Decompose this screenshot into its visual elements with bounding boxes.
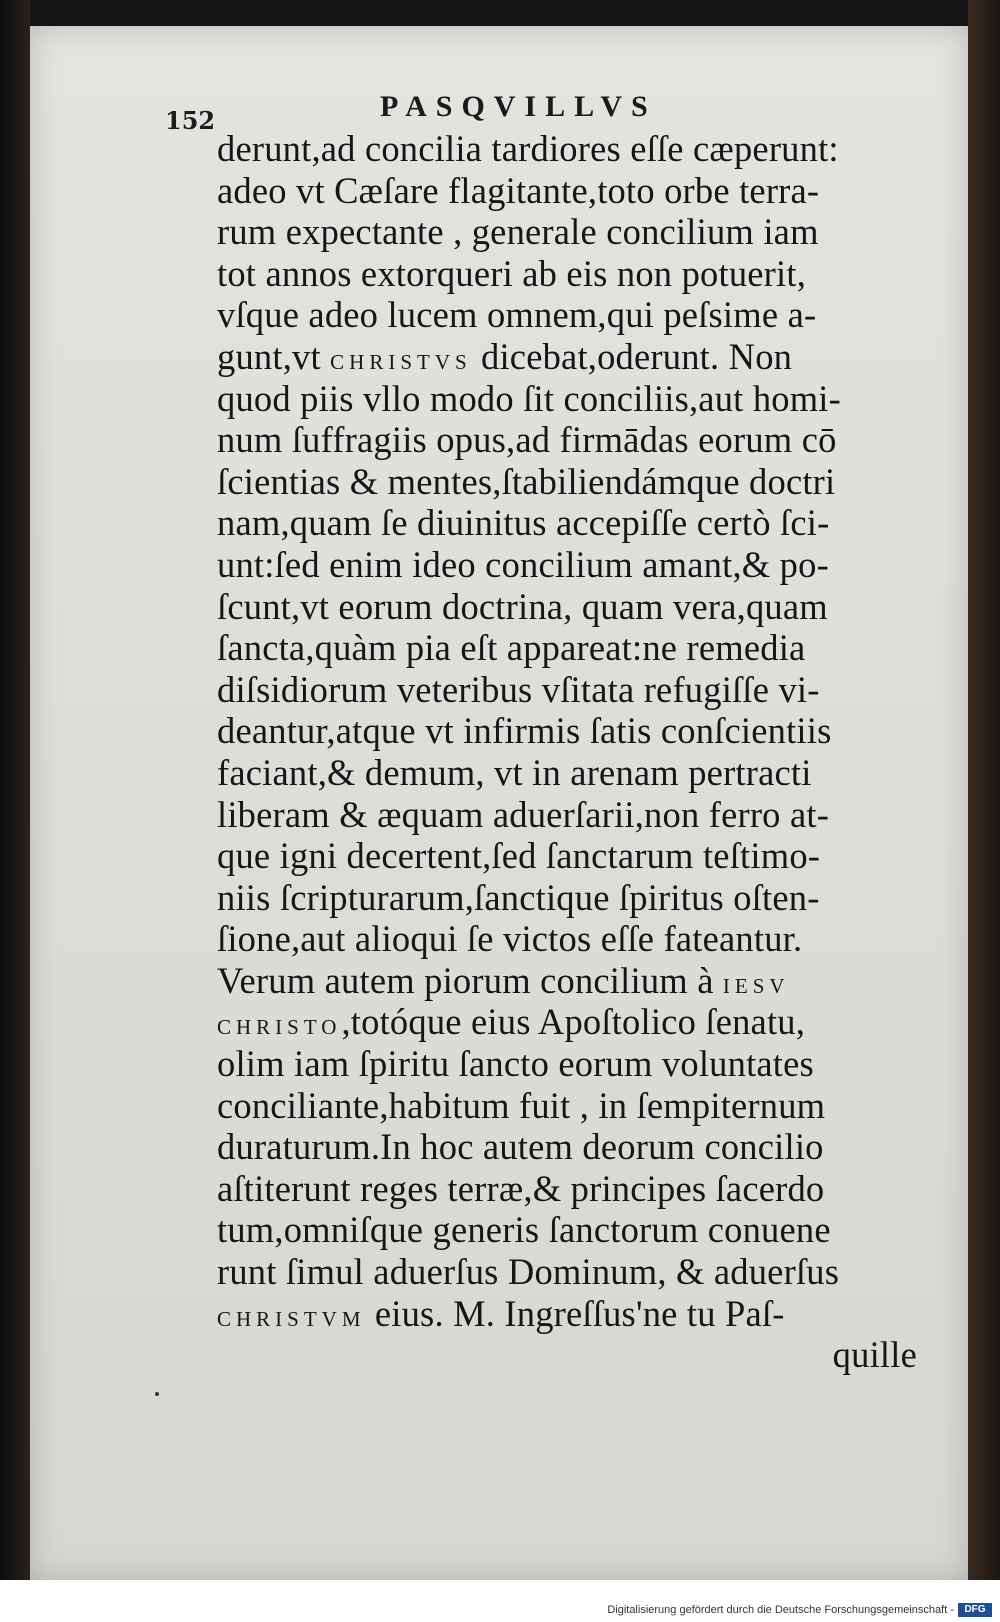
text-segment: Verum autem piorum concilium à xyxy=(217,959,723,1001)
text-segment: que igni decertent,ſed ſanctarum teſtimo- xyxy=(217,835,821,877)
text-line xyxy=(217,1001,917,1043)
running-head: PASQVILLVS xyxy=(380,90,657,123)
dfg-logo: DFG xyxy=(958,1603,992,1617)
text-segment: vſque adeo lucem omnem,qui peſsime a- xyxy=(217,294,817,336)
text-line xyxy=(217,710,917,752)
text-segment: olim iam ſpiritu ſancto eorum voluntates xyxy=(217,1043,814,1085)
text-line xyxy=(217,752,917,794)
text-segment: faciant,& demum, vt in arenam pertracti xyxy=(217,751,812,793)
text-segment: dicebat,oderunt. Non xyxy=(471,335,793,377)
text-line xyxy=(217,586,917,628)
text-line xyxy=(217,918,917,960)
text-line xyxy=(217,835,917,877)
text-line xyxy=(217,1168,917,1210)
text-line xyxy=(217,1126,917,1168)
text-segment: rum expectante , generale concilium iam xyxy=(217,211,819,253)
text-segment: tot annos extorqueri ab eis non potuerit, xyxy=(217,252,807,294)
ink-speck xyxy=(155,1392,159,1396)
text-segment: num ſuffragiis opus,ad firmādas eorum cō xyxy=(217,419,837,461)
text-line xyxy=(217,794,917,836)
text-segment: aſtiterunt reges terræ,& principes ſacerdo xyxy=(217,1167,825,1209)
text-segment: duraturum.In hoc autem deorum concilio xyxy=(217,1126,824,1168)
text-segment: ſione,aut alioqui ſe victos eſſe fateantur. xyxy=(217,918,803,960)
text-line xyxy=(217,419,917,461)
body-text xyxy=(217,128,917,1376)
text-line xyxy=(217,1043,917,1085)
text-line xyxy=(217,211,917,253)
text-line xyxy=(217,253,917,295)
text-segment: liberam & æquam aduerſarii,non ferro at- xyxy=(217,793,830,835)
page-number: 152 xyxy=(165,106,216,135)
text-segment: derunt,ad concilia tardiores eſſe cæperunt: xyxy=(217,128,839,169)
text-line xyxy=(217,544,917,586)
text-segment: gunt,vt xyxy=(217,335,331,377)
text-segment: niis ſcripturarum,ſanctique ſpiritus oſten- xyxy=(217,876,820,918)
text-line xyxy=(217,1334,917,1376)
text-segment: ſancta,quàm pia eſt appareat:ne remedia xyxy=(217,627,806,669)
text-line xyxy=(217,1293,917,1335)
text-line xyxy=(217,960,917,1002)
text-segment: nam,quam ſe diuinitus accepiſſe certò ſci- xyxy=(217,502,830,544)
text-line xyxy=(217,1209,917,1251)
text-line xyxy=(217,1251,917,1293)
text-line xyxy=(217,294,917,336)
text-segment: diſsidiorum veteribus vſitata refugiſſe vi- xyxy=(217,668,820,710)
text-line xyxy=(217,1085,917,1127)
text-segment: quille xyxy=(832,1334,917,1376)
text-segment: runt ſimul aduerſus Dominum, & aduerſus xyxy=(217,1251,840,1293)
text-line xyxy=(217,170,917,212)
text-line xyxy=(217,669,917,711)
text-segment: ſcunt,vt eorum doctrina, quam vera,quam xyxy=(217,585,828,627)
text-segment: conciliante,habitum fuit , in ſempiternum xyxy=(217,1084,826,1126)
text-line xyxy=(217,502,917,544)
text-line xyxy=(217,378,917,420)
text-segment: tum,omniſque generis ſanctorum conuene xyxy=(217,1209,831,1251)
scan-border-right xyxy=(968,0,1000,1580)
small-caps-word: CHRISTO xyxy=(217,1015,342,1040)
small-caps-word: CHRISTVS xyxy=(330,349,472,374)
text-line xyxy=(217,336,917,378)
text-segment: adeo vt Cæſare flagitante,toto orbe terra- xyxy=(217,169,820,211)
text-segment: eius. M. Ingreſſus'ne tu Paſ- xyxy=(365,1292,785,1334)
text-segment: deantur,atque vt infirmis ſatis conſcientiis xyxy=(217,710,832,752)
small-caps-word: IESV xyxy=(722,973,790,998)
text-line xyxy=(217,627,917,669)
text-segment: ,totóque eius Apoſtolico ſenatu, xyxy=(341,1001,806,1043)
text-segment: quod piis vllo modo ſit conciliis,aut homi- xyxy=(217,377,842,419)
scan-border-left xyxy=(0,0,30,1622)
footer-credit: Digitalisierung gefördert durch die Deutsche Forschungsgemeinschaft - xyxy=(607,1604,954,1616)
text-line xyxy=(217,128,917,170)
text-line xyxy=(217,461,917,503)
text-segment: ſcientias & mentes,ſtabiliendámque doctri xyxy=(217,460,836,502)
small-caps-word: CHRISTVM xyxy=(217,1306,366,1331)
text-line xyxy=(217,877,917,919)
text-segment: unt:ſed enim ideo concilium amant,& po- xyxy=(217,543,829,585)
